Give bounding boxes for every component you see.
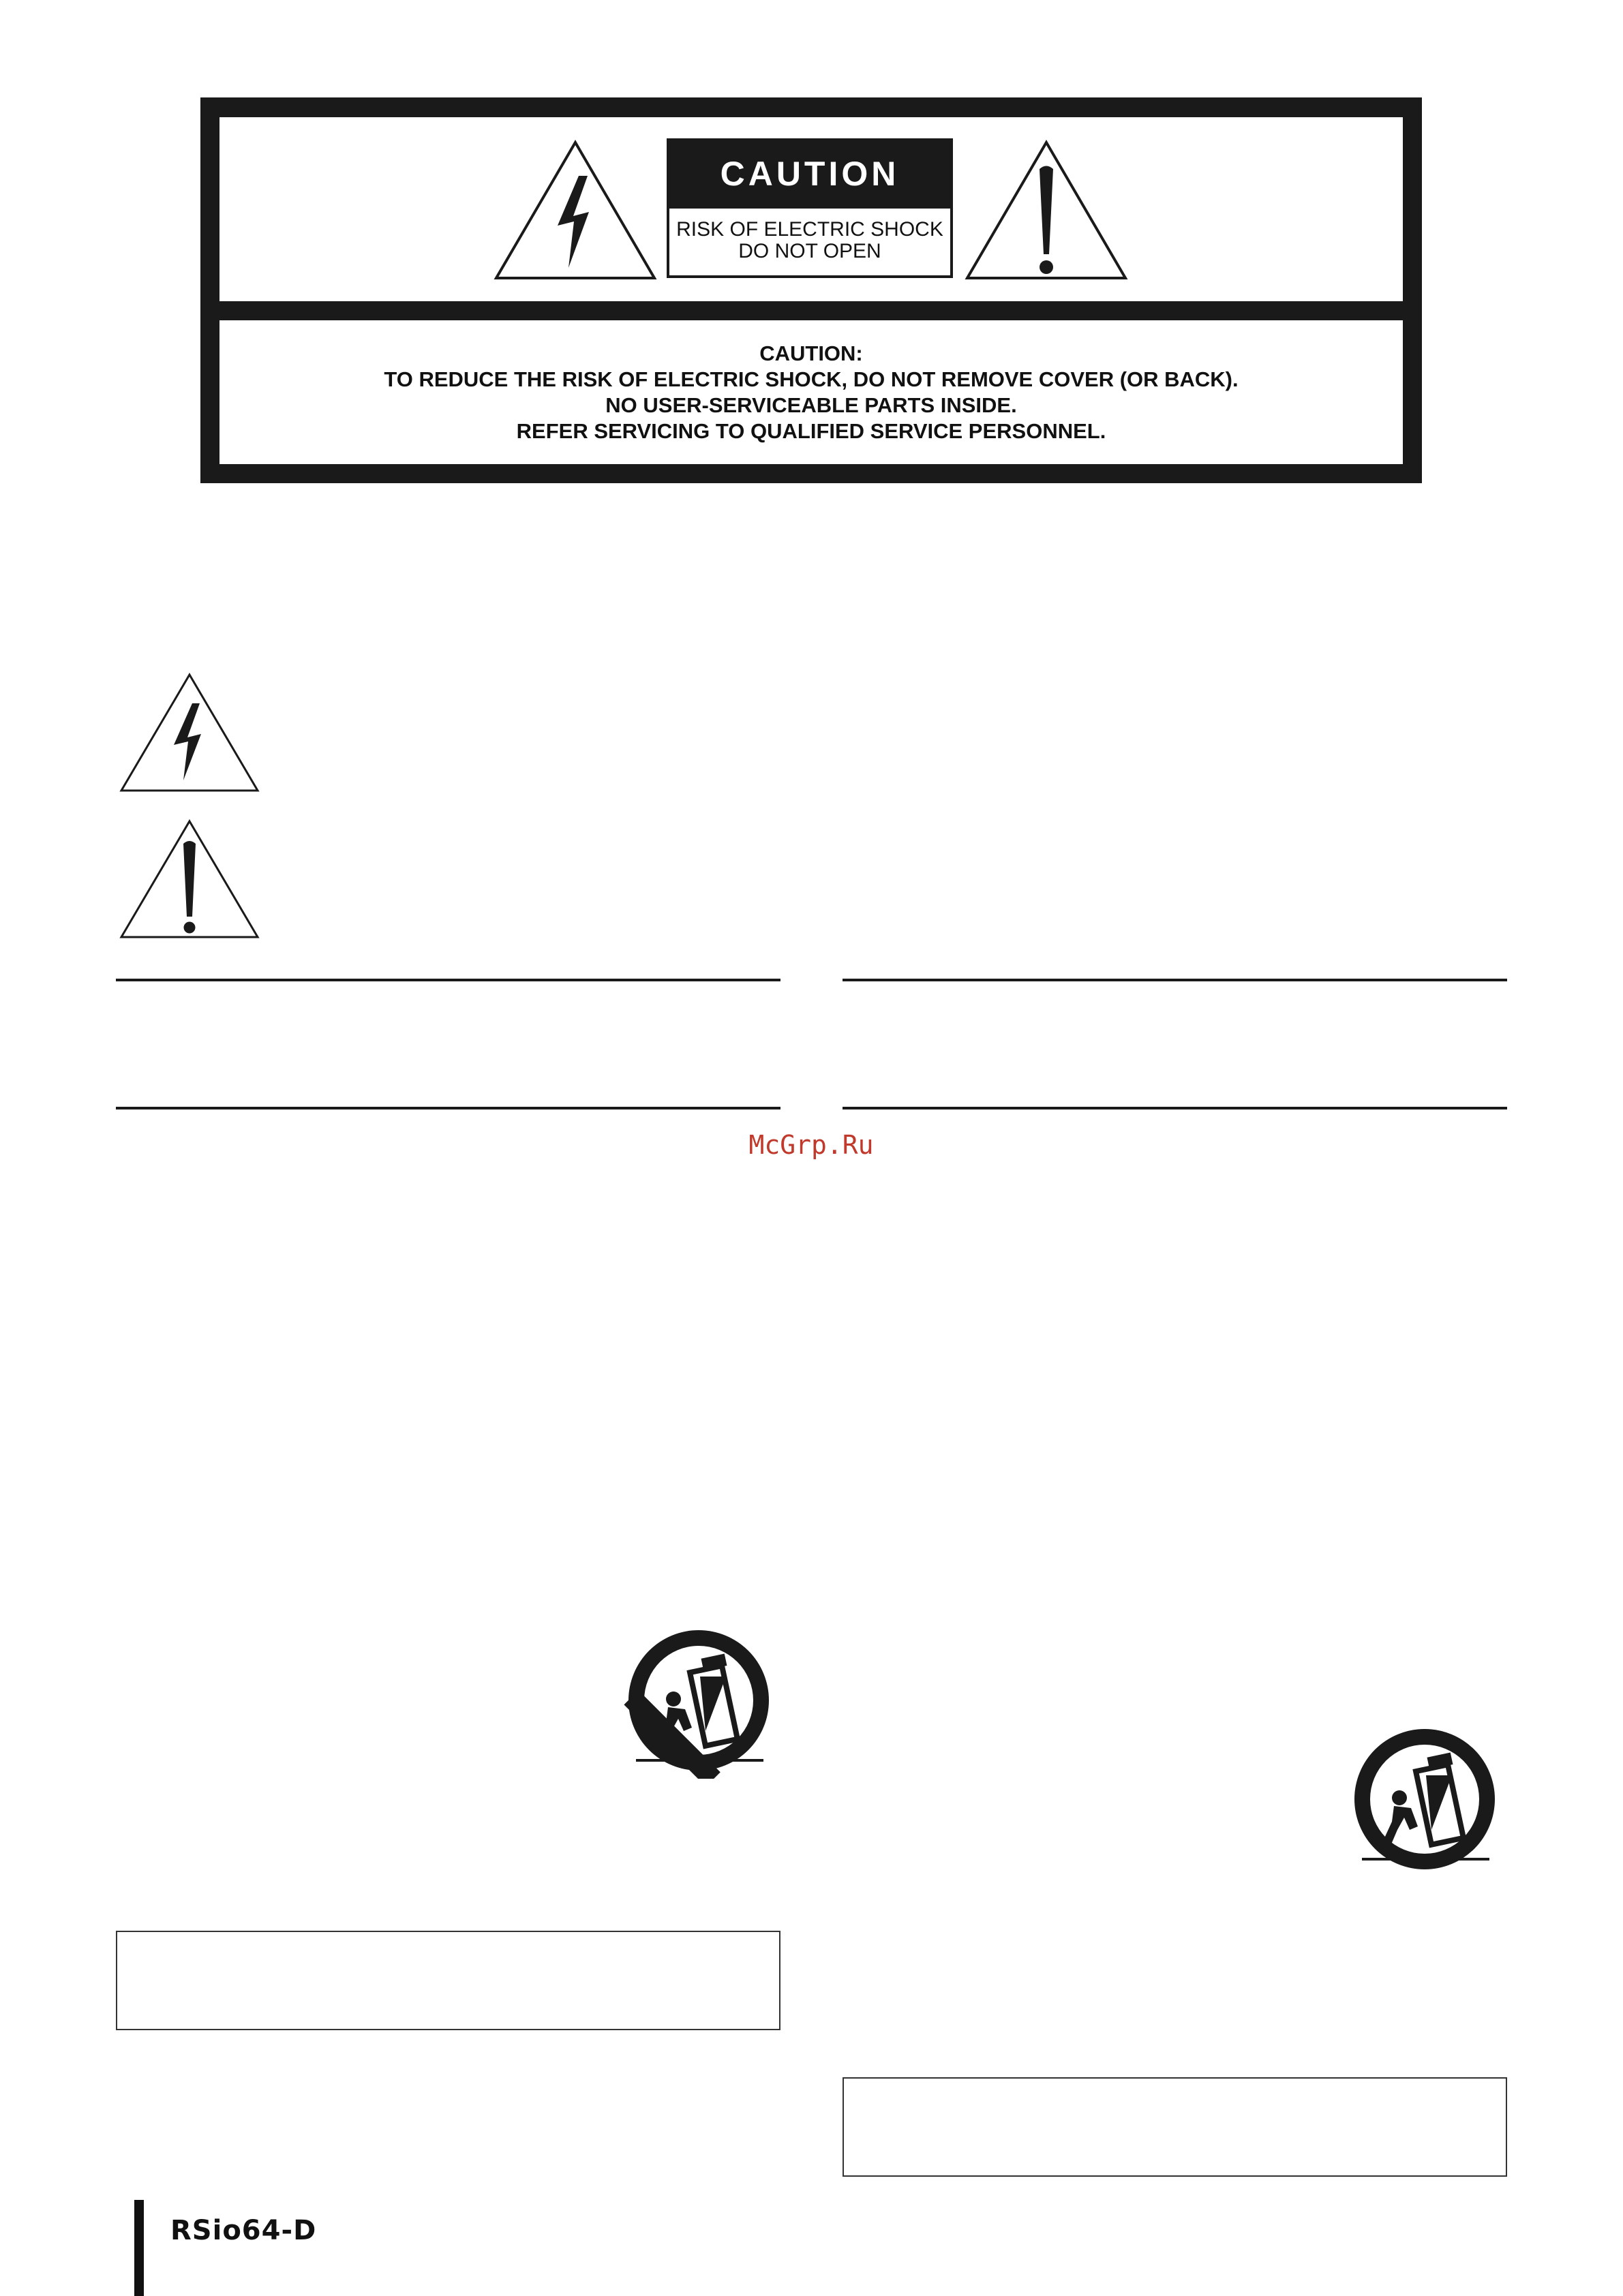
caution-notice-line-2: NO USER-SERVICEABLE PARTS INSIDE. xyxy=(605,393,1017,417)
product-logo: RSio64-D xyxy=(170,2215,317,2246)
caution-notice-line-3: REFER SERVICING TO QUALIFIED SERVICE PERSONNEL. xyxy=(516,419,1106,443)
caution-notice xyxy=(219,341,1403,444)
rule-left-bottom xyxy=(116,1107,780,1109)
caution-notice-line-1: TO REDUCE THE RISK OF ELECTRIC SHOCK, DO NOT REMOVE COVER (OR BACK). xyxy=(384,367,1239,391)
exclamation-triangle-icon xyxy=(963,138,1129,281)
notice-box-left xyxy=(116,1931,780,2030)
rule-left-top xyxy=(116,979,780,981)
rule-right-bottom xyxy=(843,1107,1507,1109)
notice-box-right xyxy=(843,2077,1507,2177)
no-cart-tipover-icon xyxy=(1350,1728,1500,1878)
exclamation-triangle-icon xyxy=(117,818,262,940)
watermark: McGrp.Ru xyxy=(748,1130,874,1160)
caution-label-line-1: RISK OF ELECTRIC SHOCK xyxy=(676,218,943,241)
footer-bar xyxy=(134,2200,144,2296)
lightning-triangle-icon xyxy=(492,138,658,281)
caution-label-heading: CAUTION xyxy=(667,138,953,209)
caution-label-line-2: DO NOT OPEN xyxy=(738,240,881,262)
rule-right-top xyxy=(843,979,1507,981)
no-cart-tipover-icon xyxy=(624,1629,774,1779)
lightning-triangle-icon xyxy=(117,671,262,794)
caution-notice-title: CAUTION: xyxy=(759,341,863,365)
